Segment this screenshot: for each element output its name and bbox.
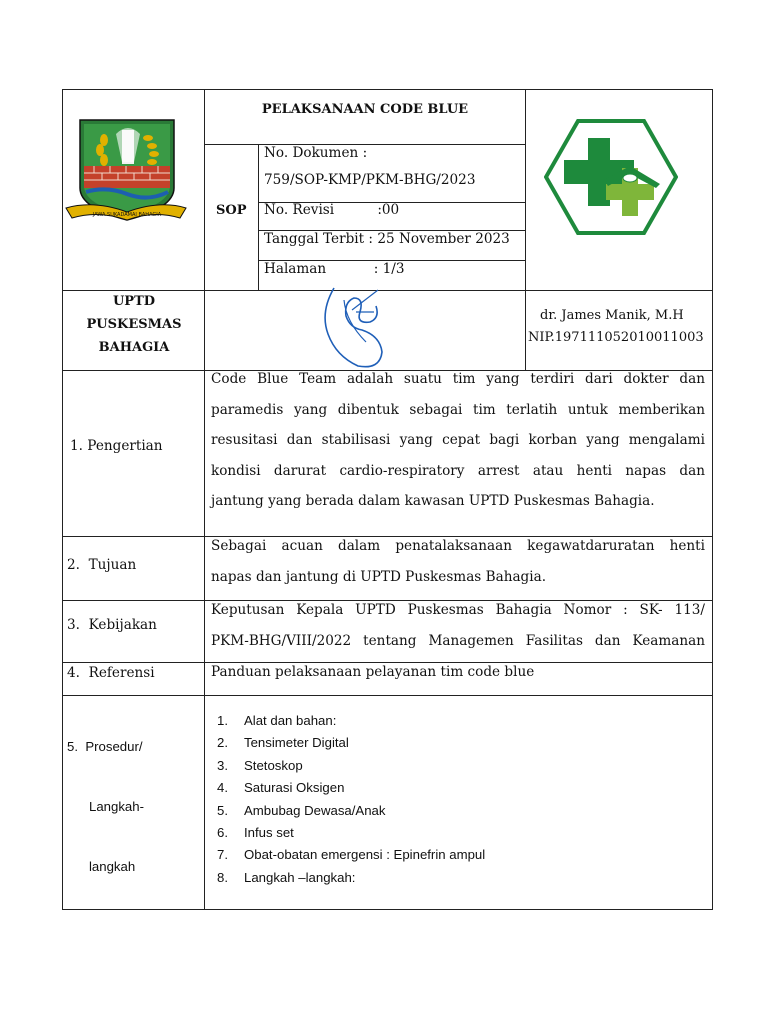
header-right-divider [525, 89, 526, 370]
column-divider [204, 89, 205, 909]
pengertian-text [211, 364, 705, 517]
list-item [217, 847, 667, 869]
step-text: Ambubag Dewasa/Anak [244, 802, 386, 818]
step-number: 3. [217, 757, 228, 773]
section-label-prosedur [67, 697, 144, 917]
pengertian-line: jantung yang berada dalam kawasan UPTD Puskesmas Bahagia. [211, 493, 655, 509]
pengertian-line: kondisi darurat cardio-respiratory arrest atau henti napas dan [211, 462, 705, 479]
sop-divider [258, 144, 259, 290]
list-item [217, 758, 667, 780]
sop-label: SOP [216, 203, 247, 218]
list-item [217, 780, 667, 802]
step-number: 1. [217, 713, 228, 728]
page-number: Halaman : 1/3 [264, 261, 405, 277]
step-text: Obat-obatan emergensi : Epinefrin ampul [244, 847, 486, 863]
puskesmas-logo-icon [544, 118, 678, 236]
step-number: 2. [217, 735, 228, 751]
organization-name [64, 290, 204, 359]
section-line-4 [62, 662, 713, 663]
signer-nip: NIP.197111052010011003 [528, 330, 704, 345]
step-text: Infus set [244, 824, 294, 840]
kebijakan-line: Keputusan Kepala UPTD Puskesmas Bahagia Nomor : SK- 113/ [211, 602, 705, 618]
referensi-text: Panduan pelaksanaan pelayanan tim code blue [211, 664, 535, 680]
table-border-right [712, 89, 713, 910]
regional-emblem-icon [64, 116, 188, 224]
step-text: Alat dan bahan: [244, 713, 337, 728]
list-item [217, 735, 667, 757]
prosedur-label-line-1: 5. Prosedur/ [67, 739, 143, 754]
tujuan-line: napas dan jantung di UPTD Puskesmas Bahagia. [211, 568, 547, 585]
prosedur-label-line-2: Langkah- [89, 799, 144, 814]
step-number: 8. [217, 869, 228, 885]
document-number-value: 759/SOP-KMP/PKM-BHG/2023 [264, 172, 476, 188]
org-line-1: UPTD [112, 294, 156, 309]
step-number: 7. [217, 847, 228, 863]
document-title: PELAKSANAAN CODE BLUE [261, 102, 469, 117]
org-line-2: PUSKESMAS [86, 317, 182, 332]
step-number: 5. [217, 802, 228, 818]
step-text: Langkah –langkah: [244, 869, 356, 885]
step-number: 6. [217, 824, 228, 840]
step-text: Tensimeter Digital [244, 735, 349, 751]
pengertian-line: paramedis yang dibentuk sebagai tim terlatih untuk memberikan [211, 401, 705, 418]
kebijakan-line: PKM-BHG/VIII/2022 tentang Managemen Fasilitas dan Keamanan [211, 632, 705, 649]
list-item [217, 825, 667, 847]
table-border-left [62, 89, 63, 910]
step-number: 4. [217, 780, 228, 796]
section-line-5 [62, 695, 713, 696]
table-border-bottom [62, 909, 713, 910]
pengertian-line: resusitasi dan stabilisasi yang cepat bagi korban yang mengalami [211, 432, 705, 448]
tujuan-line: Sebagai acuan dalam penatalaksanaan kegawatdaruratan henti [211, 538, 705, 554]
section-label-kebijakan: 3. Kebijakan [67, 617, 157, 633]
kebijakan-text [211, 595, 705, 656]
procedure-steps-list [217, 713, 667, 892]
list-item [217, 713, 667, 735]
step-text: Stetoskop [244, 757, 303, 773]
org-line-3: BAHAGIA [98, 340, 170, 355]
revision-number: No. Revisi :00 [264, 202, 400, 218]
emblem-motto: JAWA SUKADAMAI BAHAGIA [92, 212, 162, 218]
signature-icon [316, 282, 396, 372]
list-item [217, 803, 667, 825]
table-border-top [62, 89, 713, 90]
prosedur-label-line-3: langkah [89, 859, 136, 874]
issue-date: Tanggal Terbit : 25 November 2023 [264, 231, 510, 247]
tujuan-text [211, 531, 705, 592]
section-label-referensi: 4. Referensi [67, 665, 155, 681]
section-label-pengertian: 1. Pengertian [70, 438, 163, 454]
pengertian-line: Code Blue Team adalah suatu tim yang terdiri dari dokter dan [211, 371, 705, 387]
section-label-tujuan: 2. Tujuan [67, 557, 137, 573]
document-number-label: No. Dokumen : [264, 145, 368, 161]
step-text: Saturasi Oksigen [244, 780, 345, 796]
list-item [217, 870, 667, 892]
signer-name: dr. James Manik, M.H [540, 308, 684, 323]
